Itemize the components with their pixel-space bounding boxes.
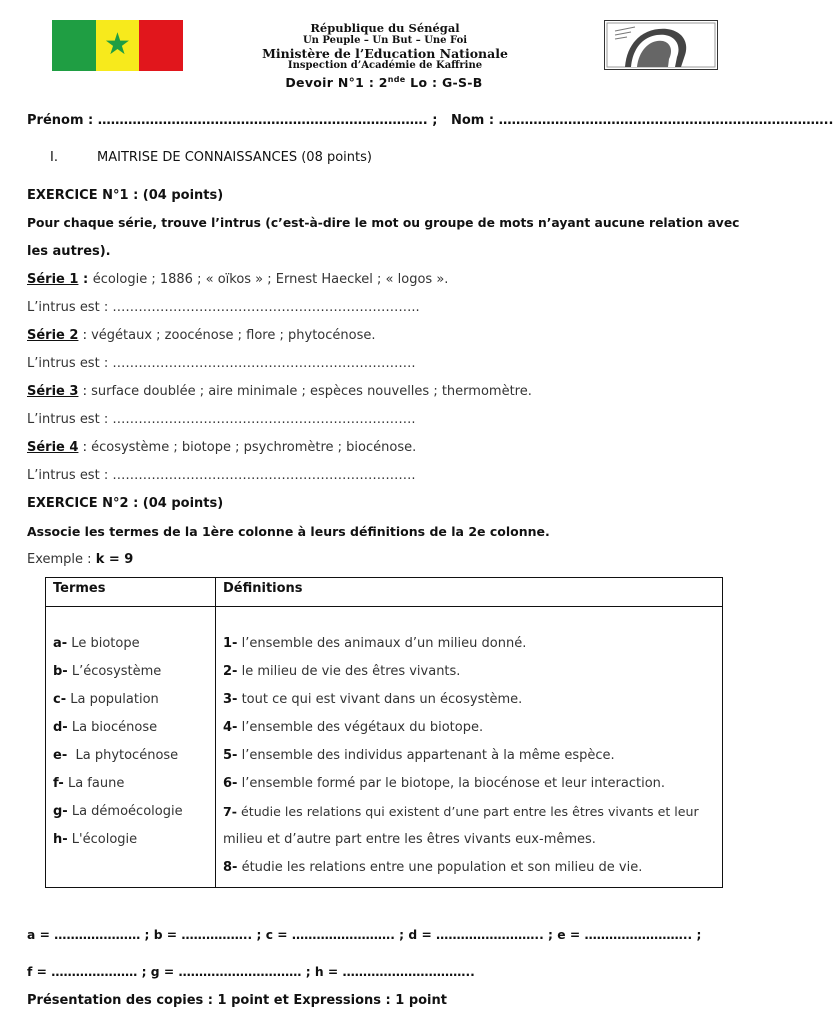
term-item bbox=[53, 720, 157, 735]
col-header-definitions: Définitions bbox=[216, 578, 723, 607]
term-item bbox=[53, 804, 183, 819]
answers-line-2[interactable]: f = ………………… ; g = ………………………… ; h = ………………………….. bbox=[27, 965, 475, 979]
definition-text: le milieu de vie des êtres vivants. bbox=[237, 664, 461, 679]
flag-red-band bbox=[139, 20, 183, 71]
prenom-label: Prénom : bbox=[27, 113, 98, 128]
devoir-title bbox=[200, 75, 568, 90]
term-key: g- bbox=[53, 804, 68, 819]
definition-item bbox=[223, 636, 526, 651]
section-title: MAITRISE DE CONNAISSANCES (08 points) bbox=[97, 150, 372, 165]
term-text: La démoécologie bbox=[67, 804, 183, 819]
exemple-value: k = 9 bbox=[95, 552, 134, 567]
definition-num: 4- bbox=[223, 720, 238, 735]
term-text: La faune bbox=[63, 776, 125, 791]
definition-text: tout ce qui est vivant dans un écosystème. bbox=[237, 692, 523, 707]
definition-item bbox=[223, 692, 522, 707]
prenom-field[interactable]: …………………………………………………………………. ; bbox=[97, 113, 438, 128]
definition-text: étudie les relations qui existent d’une part entre les êtres vivants et leur bbox=[237, 804, 699, 819]
serie-2-answer[interactable]: L’intrus est : ……………………………………………………………. bbox=[27, 356, 416, 371]
definition-num: 3- bbox=[223, 692, 238, 707]
serie-4 bbox=[27, 440, 416, 455]
serie-sep: : bbox=[78, 328, 92, 343]
exemple-label: Exemple : bbox=[27, 552, 96, 567]
section-heading bbox=[50, 150, 372, 165]
definition-num: 1- bbox=[223, 636, 238, 651]
flag-green-band bbox=[52, 20, 96, 71]
definition-item bbox=[223, 748, 615, 763]
serie-3-answer[interactable]: L’intrus est : ……………………………………………………………. bbox=[27, 412, 416, 427]
devoir-title-main: Devoir N°1 : 2 bbox=[285, 75, 388, 91]
exercice1-title: EXERCICE N°1 : (04 points) bbox=[27, 188, 224, 203]
serie-sep: : bbox=[78, 440, 92, 455]
matching-table bbox=[45, 577, 723, 888]
ministry-logo bbox=[604, 20, 718, 70]
term-text: Le biotope bbox=[67, 636, 140, 651]
serie-sep: : bbox=[78, 384, 92, 399]
term-key: c- bbox=[53, 692, 67, 707]
republic-title: République du Sénégal bbox=[310, 21, 460, 35]
definition-item bbox=[223, 804, 699, 819]
definition-num: 6- bbox=[223, 776, 238, 791]
flag-yellow-band bbox=[96, 20, 140, 71]
flag-star-icon: ★ bbox=[104, 27, 131, 62]
serie-label: Série 1 bbox=[27, 272, 79, 287]
serie-label: Série 2 bbox=[27, 328, 79, 343]
term-text: L’écosystème bbox=[67, 664, 162, 679]
serie-4-answer[interactable]: L’intrus est : ……………………………………………………………. bbox=[27, 468, 416, 483]
serie-1-answer[interactable]: L’intrus est : …………………………………………………………….. bbox=[27, 300, 420, 315]
term-text: La biocénose bbox=[67, 720, 158, 735]
term-item bbox=[53, 776, 124, 791]
exercice2-title: EXERCICE N°2 : (04 points) bbox=[27, 496, 224, 511]
definition-item bbox=[223, 776, 665, 791]
answers-line-1[interactable]: a = ………………… ; b = …………….. ; c = ……………………. ; d = …………………….. ; e = …………………….. ; bbox=[27, 928, 702, 942]
definition-item bbox=[223, 664, 460, 679]
term-item bbox=[53, 664, 161, 679]
identity-line bbox=[27, 113, 834, 128]
exercice1-instruction-line2: les autres). bbox=[27, 244, 111, 259]
term-key: b- bbox=[53, 664, 68, 679]
serie-text: écologie ; 1886 ; « oïkos » ; Ernest Haeckel ; « logos ». bbox=[92, 272, 449, 287]
term-item bbox=[53, 748, 178, 763]
serie-text: écosystème ; biotope ; psychromètre ; biocénose. bbox=[91, 440, 417, 455]
definition-text: milieu et d’autre part entre les êtres vivants eux-mêmes. bbox=[223, 832, 596, 847]
logo-icon bbox=[605, 21, 717, 69]
serie-3 bbox=[27, 384, 532, 399]
term-item bbox=[53, 832, 137, 847]
devoir-title-class: Lo : G-S-B bbox=[405, 75, 483, 91]
serie-1 bbox=[27, 272, 448, 287]
nom-label: Nom : bbox=[437, 113, 499, 128]
serie-2 bbox=[27, 328, 375, 343]
definition-num: 7- bbox=[223, 804, 237, 819]
inspection-title: Inspection d’Académie de Kaffrine bbox=[287, 60, 483, 71]
definition-item bbox=[223, 860, 642, 875]
definition-item-continued bbox=[223, 832, 596, 847]
definition-num: 2- bbox=[223, 664, 238, 679]
nom-field[interactable]: ………………………………………………………………….. bbox=[498, 113, 834, 128]
term-text: La population bbox=[66, 692, 159, 707]
term-item bbox=[53, 692, 159, 707]
serie-text: végétaux ; zoocénose ; flore ; phytocénose. bbox=[91, 328, 376, 343]
definition-item bbox=[223, 720, 483, 735]
exemple-line bbox=[27, 552, 133, 567]
term-key: h- bbox=[53, 832, 68, 847]
section-number: I. bbox=[50, 150, 58, 165]
term-key: e- bbox=[53, 748, 68, 763]
definition-text: l’ensemble des individus appartenant à la même espèce. bbox=[237, 748, 615, 763]
definition-text: l’ensemble des végétaux du biotope. bbox=[237, 720, 484, 735]
col-header-terms: Termes bbox=[46, 578, 216, 607]
senegal-flag bbox=[52, 20, 183, 71]
definition-text: étudie les relations entre une population et son milieu de vie. bbox=[237, 860, 643, 875]
footer-points: Présentation des copies : 1 point et Expressions : 1 point bbox=[27, 993, 447, 1008]
definition-num: 5- bbox=[223, 748, 238, 763]
term-key: f- bbox=[53, 776, 64, 791]
serie-sep: : bbox=[78, 272, 93, 287]
term-text: L'écologie bbox=[67, 832, 138, 847]
term-item bbox=[53, 636, 140, 651]
national-motto: Un Peuple – Un But – Une Foi bbox=[302, 35, 468, 46]
ministry-title: Ministère de l’Education Nationale bbox=[262, 46, 508, 61]
term-key: d- bbox=[53, 720, 68, 735]
term-key: a- bbox=[53, 636, 68, 651]
definition-num: 8- bbox=[223, 860, 238, 875]
serie-label: Série 3 bbox=[27, 384, 79, 399]
term-text: La phytocénose bbox=[67, 748, 179, 763]
definition-text: l’ensemble des animaux d’un milieu donné. bbox=[237, 636, 527, 651]
serie-text: surface doublée ; aire minimale ; espèces nouvelles ; thermomètre. bbox=[91, 384, 532, 399]
definition-text: l’ensemble formé par le biotope, la biocénose et leur interaction. bbox=[237, 776, 666, 791]
exercice2-instruction: Associe les termes de la 1ère colonne à leurs définitions de la 2e colonne. bbox=[27, 524, 550, 539]
serie-label: Série 4 bbox=[27, 440, 79, 455]
terms-cell bbox=[46, 607, 216, 888]
devoir-title-sup: nde bbox=[387, 75, 406, 84]
definitions-cell bbox=[216, 607, 723, 888]
exercice1-instruction-line1: Pour chaque série, trouve l’intrus (c’est-à-dire le mot ou groupe de mots n’ayant aucune relation avec bbox=[27, 216, 740, 230]
